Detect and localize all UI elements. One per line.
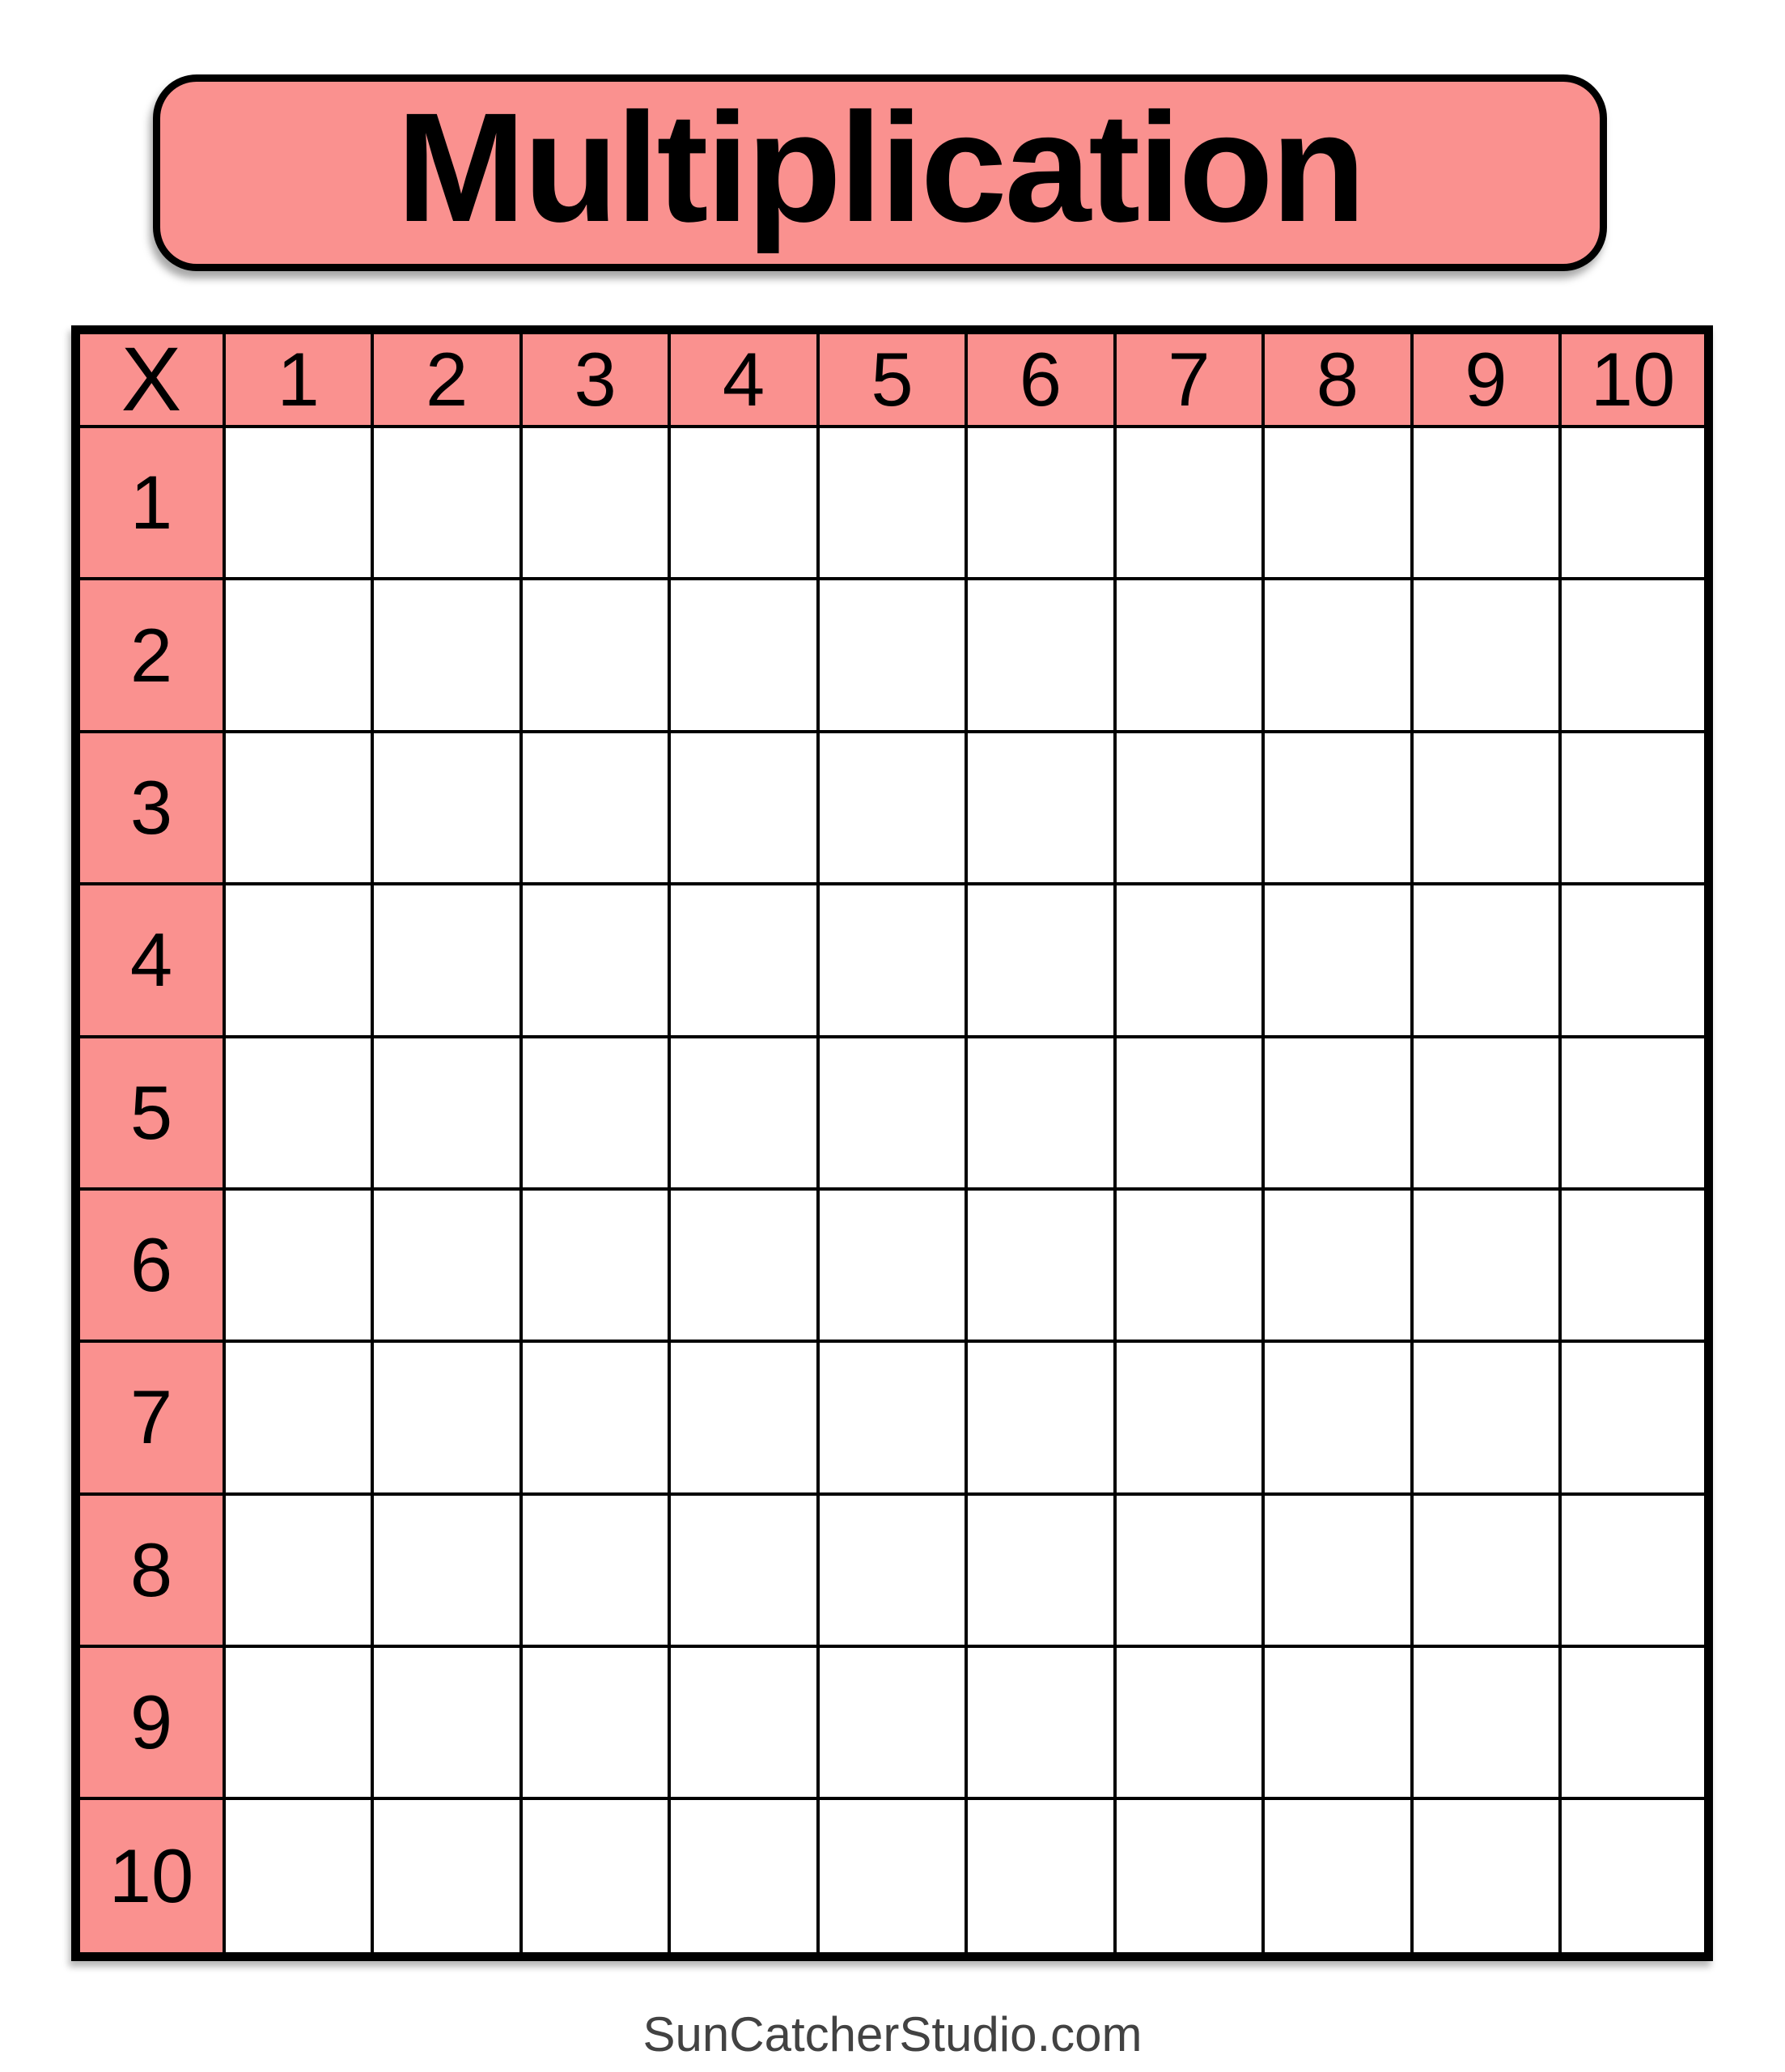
row-header: 6 bbox=[76, 1189, 224, 1341]
grid-cell bbox=[818, 1798, 966, 1956]
grid-cell bbox=[1412, 427, 1560, 579]
grid-cell bbox=[1115, 1037, 1263, 1189]
grid-cell bbox=[1115, 1341, 1263, 1493]
column-header: 5 bbox=[818, 330, 966, 427]
grid-cell bbox=[1263, 884, 1411, 1036]
row-header: 2 bbox=[76, 579, 224, 731]
grid-cell bbox=[521, 427, 669, 579]
column-header: 2 bbox=[372, 330, 520, 427]
grid-cell bbox=[1263, 1646, 1411, 1798]
grid-cell bbox=[224, 1341, 372, 1493]
grid-cell bbox=[669, 1646, 817, 1798]
grid-cell bbox=[1560, 1646, 1708, 1798]
grid-cell bbox=[1263, 732, 1411, 884]
grid-cell bbox=[521, 1646, 669, 1798]
column-header: 1 bbox=[224, 330, 372, 427]
grid-cell bbox=[1263, 1798, 1411, 1956]
table-row bbox=[76, 579, 1709, 731]
grid-cell bbox=[818, 1341, 966, 1493]
grid-cell bbox=[521, 1798, 669, 1956]
grid-cell bbox=[372, 1798, 520, 1956]
grid-cell bbox=[224, 1646, 372, 1798]
grid-cell bbox=[372, 732, 520, 884]
grid-cell bbox=[521, 1341, 669, 1493]
grid-cell bbox=[1263, 427, 1411, 579]
grid-cell bbox=[372, 1341, 520, 1493]
grid-cell bbox=[669, 1189, 817, 1341]
grid-cell bbox=[966, 1494, 1114, 1646]
grid-cell bbox=[1263, 1037, 1411, 1189]
grid-cell bbox=[1560, 427, 1708, 579]
page-title: Multiplication bbox=[396, 79, 1364, 254]
grid-cell bbox=[1560, 1798, 1708, 1956]
grid-cell bbox=[818, 1494, 966, 1646]
table-row bbox=[76, 1798, 1709, 1956]
row-header: 8 bbox=[76, 1494, 224, 1646]
grid-cell bbox=[372, 884, 520, 1036]
grid-cell bbox=[1115, 1494, 1263, 1646]
row-header: 7 bbox=[76, 1341, 224, 1493]
grid-cell bbox=[1412, 884, 1560, 1036]
grid-cell bbox=[372, 1494, 520, 1646]
grid-cell bbox=[521, 1494, 669, 1646]
grid-cell bbox=[818, 1037, 966, 1189]
grid-cell bbox=[1560, 884, 1708, 1036]
grid-cell bbox=[966, 1646, 1114, 1798]
table-row bbox=[76, 1341, 1709, 1493]
grid-cell bbox=[966, 1341, 1114, 1493]
row-header: 3 bbox=[76, 732, 224, 884]
grid-cell bbox=[1560, 579, 1708, 731]
grid-cell bbox=[224, 884, 372, 1036]
column-header: 4 bbox=[669, 330, 817, 427]
grid-cell bbox=[1412, 1646, 1560, 1798]
grid-cell bbox=[1115, 579, 1263, 731]
grid-cell bbox=[1412, 1037, 1560, 1189]
grid-cell bbox=[224, 1037, 372, 1189]
table-row bbox=[76, 1494, 1709, 1646]
grid-cell bbox=[966, 427, 1114, 579]
grid-cell bbox=[521, 1037, 669, 1189]
grid-cell bbox=[521, 1189, 669, 1341]
grid-cell bbox=[224, 1798, 372, 1956]
multiplication-table bbox=[71, 325, 1713, 1961]
header-row bbox=[76, 330, 1709, 427]
grid-cell bbox=[1115, 732, 1263, 884]
grid-cell bbox=[966, 1189, 1114, 1341]
grid-cell bbox=[1115, 884, 1263, 1036]
grid-cell bbox=[372, 427, 520, 579]
row-header: 5 bbox=[76, 1037, 224, 1189]
grid-cell bbox=[669, 427, 817, 579]
grid-cell bbox=[1263, 1494, 1411, 1646]
grid-cell bbox=[669, 884, 817, 1036]
row-header: 1 bbox=[76, 427, 224, 579]
grid-cell bbox=[1560, 1189, 1708, 1341]
grid-cell bbox=[1412, 579, 1560, 731]
grid-cell bbox=[818, 427, 966, 579]
grid-cell bbox=[1560, 1494, 1708, 1646]
title-box bbox=[153, 74, 1607, 271]
grid-cell bbox=[1412, 1494, 1560, 1646]
grid-cell bbox=[1263, 1189, 1411, 1341]
grid-cell bbox=[372, 1189, 520, 1341]
grid-cell bbox=[521, 732, 669, 884]
grid-cell bbox=[669, 579, 817, 731]
grid-cell bbox=[818, 579, 966, 731]
grid-cell bbox=[224, 732, 372, 884]
grid-cell bbox=[818, 884, 966, 1036]
grid-cell bbox=[669, 1494, 817, 1646]
grid-cell bbox=[669, 1798, 817, 1956]
grid-cell bbox=[521, 579, 669, 731]
footer-credit: SunCatcherStudio.com bbox=[642, 2007, 1143, 2061]
grid-cell bbox=[1412, 732, 1560, 884]
grid-cell bbox=[372, 1646, 520, 1798]
grid-cell bbox=[966, 732, 1114, 884]
grid-cell bbox=[1115, 1646, 1263, 1798]
grid-cell bbox=[966, 1798, 1114, 1956]
grid-cell bbox=[224, 427, 372, 579]
table-row bbox=[76, 1037, 1709, 1189]
grid-cell bbox=[818, 732, 966, 884]
table-row bbox=[76, 884, 1709, 1036]
table-row bbox=[76, 1646, 1709, 1798]
table-row bbox=[76, 1189, 1709, 1341]
corner-cell: X bbox=[76, 330, 224, 427]
grid-cell bbox=[372, 1037, 520, 1189]
grid-cell bbox=[966, 579, 1114, 731]
row-header: 4 bbox=[76, 884, 224, 1036]
grid-cell bbox=[224, 1189, 372, 1341]
grid-cell bbox=[1560, 732, 1708, 884]
grid-cell bbox=[1263, 579, 1411, 731]
grid-cell bbox=[1115, 1189, 1263, 1341]
grid-cell bbox=[1115, 1798, 1263, 1956]
grid-cell bbox=[224, 579, 372, 731]
grid-cell bbox=[966, 884, 1114, 1036]
grid-cell bbox=[372, 579, 520, 731]
grid-cell bbox=[818, 1646, 966, 1798]
grid-cell bbox=[1412, 1189, 1560, 1341]
column-header: 8 bbox=[1263, 330, 1411, 427]
table-row bbox=[76, 427, 1709, 579]
grid-cell bbox=[1263, 1341, 1411, 1493]
table-row bbox=[76, 732, 1709, 884]
grid-cell bbox=[1560, 1341, 1708, 1493]
column-header: 6 bbox=[966, 330, 1114, 427]
grid-cell bbox=[1412, 1798, 1560, 1956]
grid-cell bbox=[669, 1341, 817, 1493]
grid-cell bbox=[1115, 427, 1263, 579]
grid-cell bbox=[1560, 1037, 1708, 1189]
column-header: 9 bbox=[1412, 330, 1560, 427]
table-header-row bbox=[76, 330, 1709, 427]
grid-cell bbox=[669, 1037, 817, 1189]
table-body bbox=[76, 427, 1709, 1957]
column-header: 7 bbox=[1115, 330, 1263, 427]
column-header: 3 bbox=[521, 330, 669, 427]
row-header: 10 bbox=[76, 1798, 224, 1956]
grid-cell bbox=[224, 1494, 372, 1646]
row-header: 9 bbox=[76, 1646, 224, 1798]
grid-cell bbox=[669, 732, 817, 884]
grid-cell bbox=[521, 884, 669, 1036]
grid-cell bbox=[818, 1189, 966, 1341]
grid-cell bbox=[1412, 1341, 1560, 1493]
column-header: 10 bbox=[1560, 330, 1708, 427]
grid-cell bbox=[966, 1037, 1114, 1189]
